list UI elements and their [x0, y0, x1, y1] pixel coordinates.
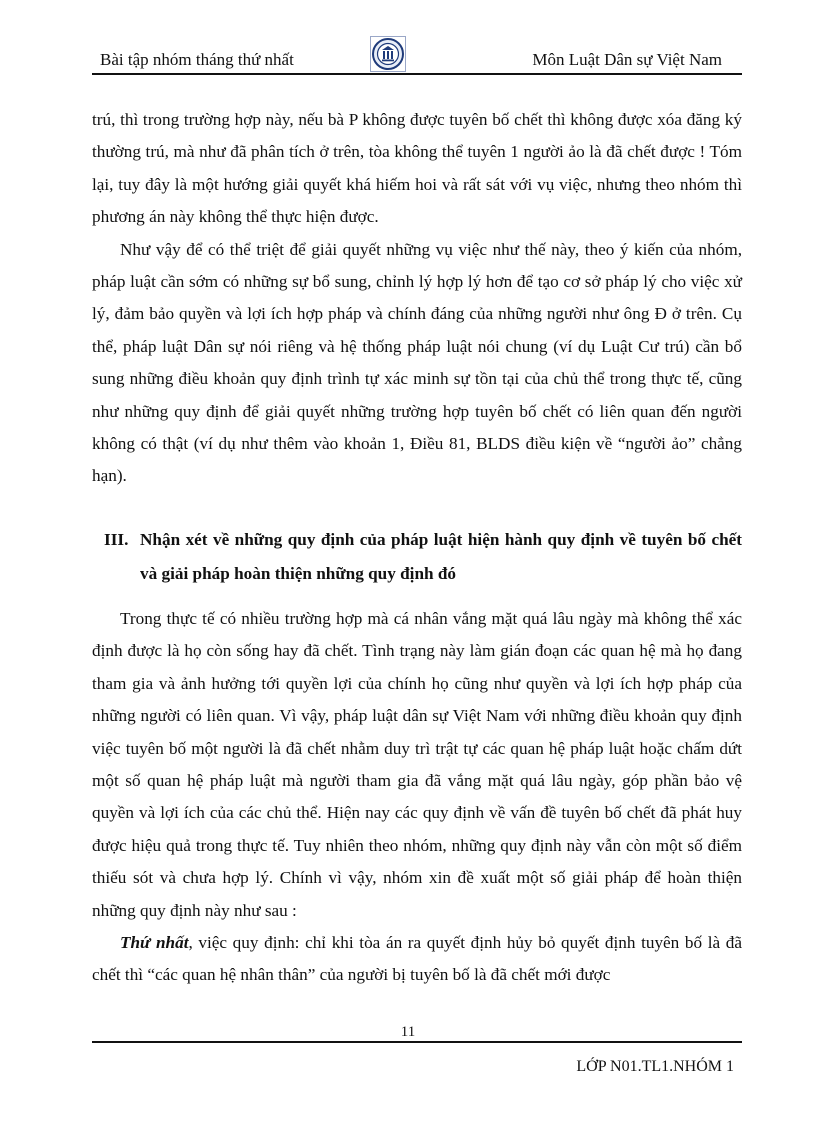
point-text: , việc quy định: chỉ khi tòa án ra quyết định hủy bỏ quyết định tuyên bố là đã chết thì “các quan hệ nhân thân” của người bị tuyên bố là đã chết mới được — [92, 933, 742, 985]
point-lead: Thứ nhất — [120, 933, 189, 953]
header-course-title: Bài tập nhóm tháng thứ nhất — [100, 50, 294, 69]
university-seal-icon — [370, 36, 406, 72]
header-subject-title: Môn Luật Dân sự Việt Nam — [532, 50, 722, 69]
page-header — [92, 34, 742, 74]
header-divider — [92, 73, 742, 75]
footer-divider — [92, 1041, 742, 1043]
section-number: III. — [104, 530, 129, 549]
paragraph-first-point — [92, 927, 742, 992]
section-title: Nhận xét về những quy định của pháp luật hiện hành quy định về tuyên bố chết và giải pháp hoàn thiện những quy định đó — [140, 530, 742, 583]
page-number: 11 — [400, 1024, 416, 1040]
body-text-upper — [92, 104, 742, 493]
footer-class-label: LỚP N01.TL1.NHÓM 1 — [576, 1058, 734, 1075]
paragraph: Như vậy để có thể triệt để giải quyết những vụ việc như thế này, theo ý kiến của nhóm, pháp luật cần sớm có những sự bổ sung, chỉnh lý hợp lý hơn để tạo cơ sở pháp lý cho việc xử lý, đảm bảo quyền và lợi ích hợp pháp và chính đáng của những người như ông Đ ở trên. Cụ thể, pháp luật Dân sự nói riêng và hệ thống pháp luật nói chung (ví dụ Luật Cư trú) cần bổ sung những điều khoản quy định trình tự xác minh sự tồn tại của chủ thể trong thực tế, cũng như những quy định để giải quyết những trường hợp tuyên bố chết có liên quan đến người không có thật (ví dụ như thêm vào khoản 1, Điều 81, BLDS điều kiện về “người ảo” chẳng hạn). — [92, 239, 742, 486]
paragraph: trú, thì trong trường hợp này, nếu bà P không được tuyên bố chết thì không được xóa đăng ký thường trú, mà như đã phân tích ở trên, tòa không thể tuyên 1 người ảo là đã chết được ! Tóm lại, tuy đây là một hướng giải quyết khá hiếm hoi và rất sát với vụ việc, nhưng theo nhóm thì phương án này không thể thực hiện được. — [92, 110, 742, 227]
body-text-lower — [92, 603, 742, 992]
paragraph: Trong thực tế có nhiều trường hợp mà cá nhân vắng mặt quá lâu ngày mà không thể xác định được là họ còn sống hay đã chết. Tình trạng này làm gián đoạn các quan hệ mà họ đang tham gia và ảnh hưởng tới quyền lợi của chính họ cũng như quyền và lợi ích hợp pháp của những người có liên quan. Vì vậy, pháp luật dân sự Việt Nam với những điều khoản quy định việc tuyên bố một người là đã chết nhằm duy trì trật tự các quan hệ pháp luật hoặc chấm dứt một số quan hệ pháp luật mà người tham gia đã vắng mặt quá lâu ngày, góp phần bảo vệ quyền và lợi ích của các chủ thể. Hiện nay các quy định về vấn đề tuyên bố chết đã phát huy được hiệu quả trong thực tế. Tuy nhiên theo nhóm, những quy định này vẫn còn một số điểm thiếu sót và chưa hợp lý. Chính vì vậy, nhóm xin đề xuất một số giải pháp để hoàn thiện những quy định này như sau : — [92, 609, 742, 920]
